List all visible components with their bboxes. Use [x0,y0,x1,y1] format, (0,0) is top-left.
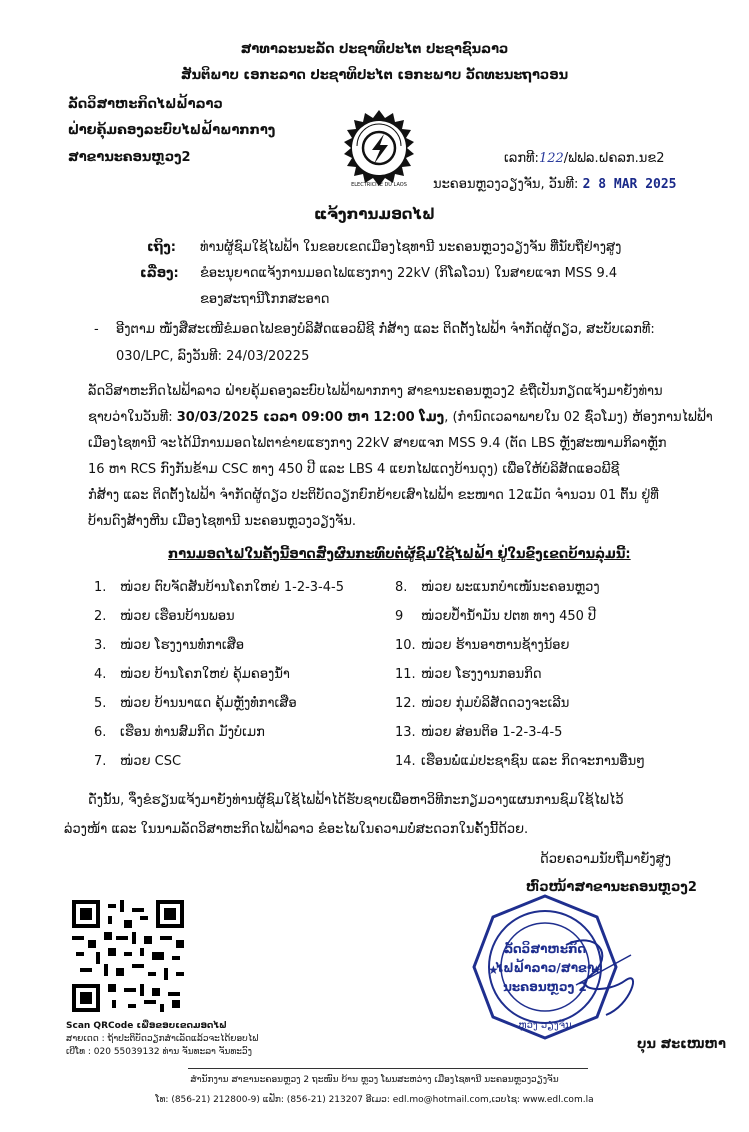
stamp-text-bottom: ນະຄອນຫຼວງ 2 [503,980,587,994]
stamp-text-middle: ໄຟຟ້າລາວ/ສາຂາ [495,961,595,975]
list-item-number: 4. [94,667,107,682]
list-item-number: 10. [395,638,416,653]
country-name: ສາທາລະນະລັດ ປະຊາທິປະໄຕ ປະຊາຊົນລາວ [240,42,509,57]
list-item [94,609,235,624]
list-heading: ການມອດໄຟໃນຄັ້ງນີ້ອາດສົ່ງຜົນກະທົບຕໍ່ຜູ້ຊົມໃຊ້ໄຟຟ້າ ຢູ່ໃນຂົງເຂດບ້ານລຸ່ມນີ້: [168,547,631,562]
list-item-text: ໜ່ວຍ ໂຮງງານທໍ່ກາເສືອ [120,638,245,653]
ref-suffix: /ຟຟລ.ຝຄລກ.ນຂ2 [563,151,665,166]
list-item-text: ໜ່ວຍ ເຮືອນບ້ານພອນ [120,609,235,624]
list-item [94,725,265,740]
body-line-1: ລັດວິສາຫະກິດໄຟຟ້າລາວ ຝ່າຍຄຸ້ມຄອງລະບົບໄຟຟ້າພາກກາງ ສາຂານະຄອນຫຼວງ2 ຂໍຖືເປັນກຽດແຈ້ງມາຍັງທ່ານ [88,384,663,399]
list-item-number: 5. [94,696,107,711]
list-item-number: 6. [94,725,107,740]
subject-label: ເລື່ອງ: [140,266,179,281]
list-item-number: 3. [94,638,107,653]
list-item [395,696,569,711]
ref-number-handwritten: 122 [538,151,564,166]
list-item [395,667,542,682]
place-date [433,177,677,192]
body-line-5: ກໍ່ສ້າງ ແລະ ຕິດຕັ້ງໄຟຟ້າ ຈໍາກັດຜູ້ດຽວ ປະຕິບັດວຽກຍົກຍ້າຍເສົາໄຟຟ້າ ຂະໜາດ 12ແມັດ ຈໍານວນ 01 ຕົ້ນ ຢູ່ທີ່ [88,488,659,503]
list-item-number: 14. [395,754,416,769]
place-date-prefix: ນະຄອນຫຼວງວຽງຈັນ, ວັນທີ: [433,177,579,192]
list-item-number: 2. [94,609,107,624]
reference-number [504,151,665,166]
list-item [395,638,569,653]
reference-line-1: ອີງຕາມ ໜັງສືສະເໜີຂໍມອດໄຟຂອງບໍລິສັດແອວພີຊີ ກໍ່ສ້າງ ແລະ ຕິດຕັ້ງໄຟຟ້າ ຈໍາກັດຜູ້ດຽວ, ສະບັບເລກທີ: [116,322,655,337]
page-title: ແຈ້ງການມອດໄຟ [314,205,435,223]
list-item-number: 1. [94,580,107,595]
list-item-number: 8. [395,580,408,595]
logo-caption: ELECTRICITE DU LAOS [351,182,407,188]
list-item-number: 9 [395,609,404,624]
body-line-2 [88,405,713,431]
closing-line-1: ດັ່ງນັ້ນ, ຈຶ່ງຂໍຮຽນແຈ້ງມາຍັງທ່ານຜູ້ຊົມໃຊ້ໄຟຟ້າໄດ້ຮັບຊາບເພື່ອຫາວິທີກະກຽມວາງແຜນການຊົມໃຊ້ໄຟໄວ້ [88,793,624,808]
list-item [94,580,344,595]
list-item [395,609,596,624]
list-item-text: ໜ່ວຍປໍ້ານໍ້າມັນ ປຕທ ທາງ 450 ປີ [421,609,597,624]
qr-caption-2: ສາຍເດດ : ຖ້າປະຕິບັດວຽກສໍາເລັດແລ້ວຈະໄດ້ຍອບໄຟ [66,1034,259,1044]
stamp-text-top: ລັດວິສາຫະກິດ [503,942,587,956]
to-label: ເຖິງ: [147,240,177,255]
org-division: ຝ່າຍຄຸ້ມຄອງລະບົບໄຟຟ້າພາກກາງ [68,123,276,138]
footer-address: ສໍານັກງານ ສາຂານະຄອນຫຼວງ 2 ຖະໜົນ ບ້ານ ຫຼວງ ໂພນສະຫວ່າງ ເມືອງໄຊທານີ ນະຄອນຫຼວງວຽງຈັນ [190,1075,559,1085]
footer-divider [188,1068,588,1069]
subject-line-2: ຂອງສະຖານີໂກກສະອາດ [200,292,330,307]
body-paragraph [88,379,713,535]
reference-line-2: 030/LPC, ລົງວັນທີ: 24/03/20225 [116,349,310,364]
list-item-text: ໜ່ວຍ ຕົບຈັດສັນບ້ານໂຄກໃຫຍ່ 1-2-3-4-5 [120,580,344,595]
reference-bullet: - [94,322,99,337]
stamp-ring-text: ຫຼວງ ວຽງຈັນ [518,1020,572,1031]
national-motto: ສັນຕິພາບ ເອກະລາດ ປະຊາທິປະໄຕ ເອກະພາບ ວັດທະນະຖາວອນ [180,68,569,83]
regards-line: ດ້ວຍຄວາມນັບຖືມາຍັງສູງ [540,852,671,867]
qr-caption-3: ເບີໂທ : 020 55039132 ທ່ານ ຈັນທະລາ ຈັນທະວົງ [66,1047,252,1057]
body-line-4: 16 ຫາ RCS ກົງກັນຂ້າມ CSC ທາງ 450 ປີ ແລະ LBS 4 ແຍກໄຟແດງບ້ານດຸງ) ເພື່ອໃຫ້ບໍລິສັດແອວພີຊີ [88,462,620,477]
list-item-text: ໜ່ວຍ ກຸ່ມບໍລິສັດດວງຈະເລີນ [421,696,570,711]
footer-contact: ໂທ: (856-21) 212800-9) ແຟັກ: (856-21) 213207 ອີເມວ: edl.mo@hotmail.com,ເວບໄຊ: www.edl.com.la [155,1095,594,1105]
list-item [395,580,600,595]
edl-logo [338,108,420,190]
body-line-6: ບ້ານດົງສ້າງຫີນ ເມືອງໄຊທານີ ນະຄອນຫຼວງວຽງຈັນ. [88,514,357,529]
signer-title: ຫົວໜ້າສາຂານະຄອນຫຼວງ2 [526,880,697,895]
list-item-number: 7. [94,754,107,769]
body-line-2-b: , (ກໍານົດເວລາພາຍໃນ 02 ຊົ່ວໂມງ) ຫ້ອງການໄຟຟ້າ [444,410,713,425]
qr-caption-1: Scan QRCode ເພື່ອຂອບເຂດມອດໄຟ [66,1021,227,1031]
org-name: ລັດວິສາຫະກິດໄຟຟ້າລາວ [68,97,223,112]
list-item-text: ໜ່ວຍ ສ່ອນຕິອ 1-2-3-4-5 [421,725,563,740]
body-line-2-a: ຊາບວ່າໃນວັນທີ: [88,410,177,425]
list-item [94,667,290,682]
ref-prefix: ເລກທີ: [504,151,539,166]
list-item-text: ໜ່ວຍ ບ້ານໂຄກໃຫຍ່ ຄຸ້ມຄອງນໍ້າ [120,667,290,682]
list-item-text: ໜ່ວຍ ໂຮງງານກອນກິດ [421,667,542,682]
list-item [94,638,244,653]
body-line-3: ເມືອງໄຊທານີ ຈະໄດ້ມີການມອດໄຟຕາຂ່າຍແຮງກາງ 22kV ສາຍແຈກ MSS 9.4 (ຕັດ LBS ຫຼັງສະໜາມກິລາຫຼັກ [88,436,667,451]
subject-line-1: ຂໍອະນຸຍາດແຈ້ງການມອດໄຟແຮງກາງ 22kV (ກິໂລໂວນ) ໃນສາຍແຈກ MSS 9.4 [200,266,618,281]
list-item [395,725,562,740]
list-item-number: 13. [395,725,416,740]
date-stamp: 2 8 MAR 2025 [582,177,677,192]
list-item-text: ເຮືອນພໍ່ແມ່ປະຊາຊົນ ແລະ ກິດຈະການອື່ນໆ [421,754,645,769]
to-text: ທ່ານຜູ້ຊົມໃຊ້ໄຟຟ້າ ໃນຂອບເຂດເມືອງໄຊທານີ ນະຄອນຫຼວງວຽງຈັນ ທີ່ນັບຖືຢ່າງສູງ [200,240,622,255]
closing-line-2: ລ່ວງໜ້າ ແລະ ໃນນາມລັດວິສາຫະກິດໄຟຟ້າລາວ ຂໍອະໄພໃນຄວາມບໍ່ສະດວກໃນຄັ້ງນີ້ດ້ວຍ. [64,822,529,837]
list-item-text: ໜ່ວຍ ຮ້ານອາຫານຊ້າງນ້ອຍ [421,638,570,653]
outage-datetime: 30/03/2025 ເວລາ 09:00 ຫາ 12:00 ໂມງ [176,410,445,425]
list-item-number: 12. [395,696,416,711]
svg-text:★: ★ [591,963,602,977]
list-item [94,754,181,769]
qr-code[interactable] [72,900,184,1012]
list-item-text: ເຮືອນ ທ່ານສົມກິດ ມັງບໍເມກ [120,725,265,740]
list-item [395,754,645,769]
list-item-text: ໜ່ວຍ ບ້ານນາແດ ຄຸ້ມຫຼັງທໍ່ກາເສືອ [120,696,297,711]
list-item [94,696,297,711]
list-item-number: 11. [395,667,416,682]
list-item-text: ໜ່ວຍ ພະແນກບໍາເໜັນະຄອນຫຼວງ [421,580,600,595]
svg-text:★: ★ [488,963,499,977]
list-item-text: ໜ່ວຍ CSC [120,754,182,769]
signer-name: ບຸນ ສະເໜຫາ [637,1037,726,1052]
org-branch: ສາຂານະຄອນຫຼວງ2 [68,150,191,165]
signature [536,925,656,1035]
